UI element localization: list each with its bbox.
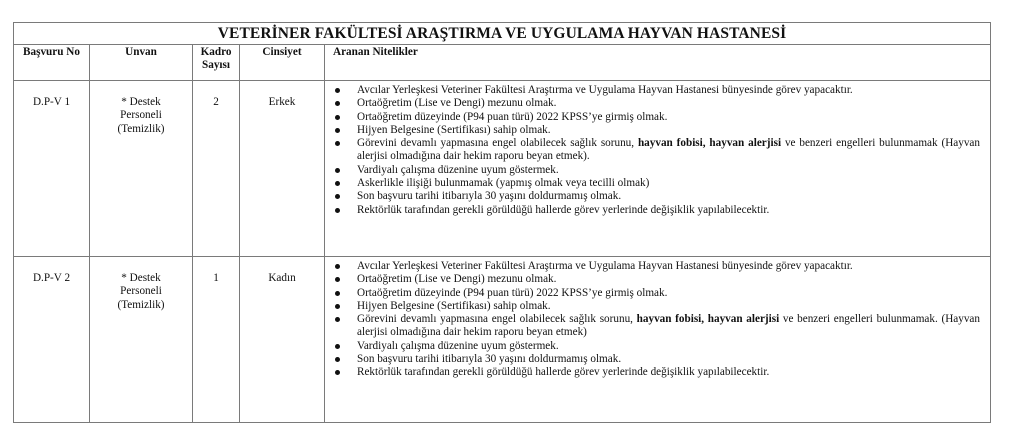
header-basvuru-no: Başvuru No (14, 45, 90, 81)
unvan-line: * Destek (121, 96, 161, 108)
header-unvan: Unvan (90, 45, 193, 81)
unvan-cell (90, 81, 193, 257)
requirements-list (325, 260, 980, 380)
header-kadro-line1: Kadro (200, 46, 232, 58)
bullet-icon (335, 101, 340, 106)
bullet-icon (335, 128, 340, 133)
requirement-item: Ortaöğretim düzeyinde (P94 puan türü) 2022 KPSS’ye girmiş olmak. (325, 111, 980, 124)
header-row (14, 45, 991, 81)
bullet-icon (335, 370, 340, 375)
cinsiyet-cell: Erkek (240, 81, 325, 257)
requirements-cell (325, 81, 991, 257)
kadro-sayisi-cell: 1 (193, 257, 240, 423)
title-row (14, 23, 991, 45)
kadro-sayisi-cell: 2 (193, 81, 240, 257)
bullet-icon (335, 344, 340, 349)
basvuru-no-cell: D.P-V 2 (14, 257, 90, 423)
requirement-item: Ortaöğretim (Lise ve Dengi) mezunu olmak. (325, 97, 980, 110)
requirement-item: Askerlikle ilişiği bulunmamak (yapmış olmak veya tecilli olmak) (325, 177, 980, 190)
requirements-cell (325, 257, 991, 423)
document-title: VETERİNER FAKÜLTESİ ARAŞTIRMA VE UYGULAMA HAYVAN HASTANESİ (14, 23, 991, 45)
cinsiyet-cell: Kadın (240, 257, 325, 423)
bullet-icon (335, 115, 340, 120)
table-row (14, 257, 991, 423)
table-row (14, 81, 991, 257)
requirement-item: Rektörlük tarafından gerekli görüldüğü hallerde görev yerlerinde değişiklik yapılabilecektir. (325, 204, 980, 217)
requirement-item: Son başvuru tarihi itibarıyla 30 yaşını doldurmamış olmak. (325, 353, 980, 366)
requirement-item: Hijyen Belgesine (Sertifikası) sahip olmak. (325, 124, 980, 137)
bullet-icon (335, 141, 340, 146)
bullet-icon (335, 88, 340, 93)
header-aranan-nitelikler: Aranan Nitelikler (325, 45, 991, 81)
requirement-item: Görevini devamlı yapmasına engel olabilecek sağlık sorunu, hayvan fobisi, hayvan alerjisi ve benzeri engelleri bulunmamak (Hayvan alerjisi olmadığına dair hekim raporu beyan etmek). (325, 137, 980, 164)
requirement-item: Son başvuru tarihi itibarıyla 30 yaşını doldurmamış olmak. (325, 190, 980, 203)
requirement-item: Rektörlük tarafından gerekli görüldüğü hallerde görev yerlerinde değişiklik yapılabilecektir. (325, 366, 980, 379)
requirement-item: Ortaöğretim düzeyinde (P94 puan türü) 2022 KPSS’ye girmiş olmak. (325, 287, 980, 300)
requirements-list (325, 84, 980, 217)
emphasis-text: hayvan fobisi, hayvan alerjisi (636, 313, 780, 326)
requirement-item: Vardiyalı çalışma düzenine uyum göstermek. (325, 340, 980, 353)
bullet-icon (335, 304, 340, 309)
unvan-line: Personeli (120, 285, 162, 298)
bullet-icon (335, 168, 340, 173)
requirement-item: Hijyen Belgesine (Sertifikası) sahip olmak. (325, 300, 980, 313)
basvuru-no-cell: D.P-V 1 (14, 81, 90, 257)
requirement-item: Görevini devamlı yapmasına engel olabilecek sağlık sorunu, hayvan fobisi, hayvan alerjisi ve benzeri engelleri bulunmamak. (Hayvan alerjisi olmadığına dair hekim raporu beyan etmek) (325, 313, 980, 340)
unvan-line: * Destek (121, 272, 161, 284)
unvan-line: (Temizlik) (117, 298, 165, 311)
requirement-item: Vardiyalı çalışma düzenine uyum göstermek. (325, 164, 980, 177)
bullet-icon (335, 194, 340, 199)
unvan-cell (90, 257, 193, 423)
header-kadro-line2: Sayısı (202, 59, 230, 72)
header-cinsiyet: Cinsiyet (240, 45, 325, 81)
bullet-icon (335, 208, 340, 213)
bullet-icon (335, 291, 340, 296)
emphasis-text: hayvan fobisi, hayvan alerjisi (637, 137, 782, 150)
header-kadro-sayisi (193, 45, 240, 81)
bullet-icon (335, 317, 340, 322)
bullet-icon (335, 264, 340, 269)
job-listing-table (13, 22, 991, 423)
unvan-line: Personeli (120, 109, 162, 122)
bullet-icon (335, 277, 340, 282)
bullet-icon (335, 357, 340, 362)
unvan-line: (Temizlik) (117, 122, 165, 135)
requirement-item: Ortaöğretim (Lise ve Dengi) mezunu olmak. (325, 273, 980, 286)
requirement-item: Avcılar Yerleşkesi Veteriner Fakültesi Araştırma ve Uygulama Hayvan Hastanesi bünyesinde görev yapacaktır. (325, 260, 980, 273)
bullet-icon (335, 181, 340, 186)
requirement-item: Avcılar Yerleşkesi Veteriner Fakültesi Araştırma ve Uygulama Hayvan Hastanesi bünyesinde görev yapacaktır. (325, 84, 980, 97)
